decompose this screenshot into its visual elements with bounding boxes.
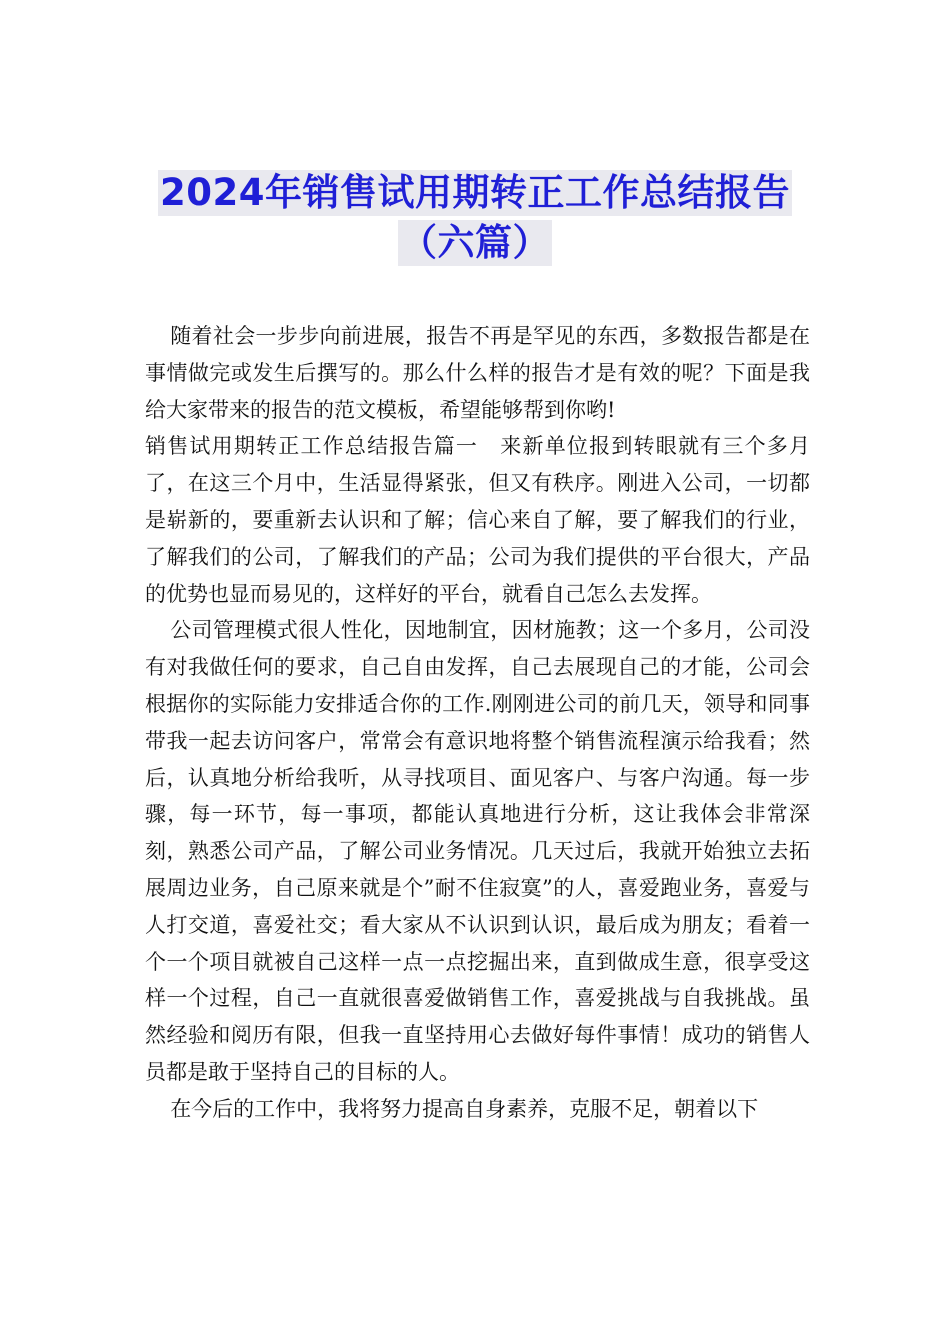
title-line-1: 2024年销售试用期转正工作总结报告 bbox=[160, 171, 790, 214]
paragraph-section-one: 销售试用期转正工作总结报告篇一 来新单位报到转眼就有三个多月了，在这三个月中，生活显得紧张，但又有秩序。刚进入公司，一切都是崭新的，要重新去认识和了解；信心来自了解，要了解我们的行业，了解我们的公司，了解我们的产品；公司为我们提供的平台很大，产品的优势也显而易见的，这样好的平台，就看自己怎么去发挥。 bbox=[145, 434, 810, 606]
paragraph-intro: 随着社会一步步向前进展，报告不再是罕见的东西，多数报告都是在事情做完或发生后撰写的。那么什么样的报告才是有效的呢？下面是我给大家带来的报告的范文模板，希望能够帮到你哟! bbox=[145, 324, 810, 422]
document-title bbox=[0, 170, 950, 266]
paragraph-future: 在今后的工作中，我将努力提高自身素养，克服不足，朝着以下 bbox=[170, 1096, 759, 1121]
document-body bbox=[145, 318, 810, 1128]
paragraph-management: 公司管理模式很人性化，因地制宜，因材施教；这一个多月，公司没有对我做任何的要求，自己自由发挥，自己去展现自己的才能，公司会根据你的实际能力安排适合你的工作.刚刚进公司的前几天，领导和同事带我一起去访问客户，常常会有意识地将整个销售流程演示给我看；然后，认真地分析给我听，从寻找项目、面见客户、与客户沟通。每一步骤，每一环节，每一事项，都能认真地进行分析，这让我体会非常深刻，熟悉公司产品，了解公司业务情况。几天过后，我就开始独立去拓展周边业务，自己原来就是个”耐不住寂寞”的人，喜爱跑业务，喜爱与人打交道，喜爱社交；看大家从不认识到认识，最后成为朋友；看着一个一个项目就被自己这样一点一点挖掘出来，直到做成生意，很享受这样一个过程，自己一直就很喜爱做销售工作，喜爱挑战与自我挑战。虽然经验和阅历有限，但我一直坚持用心去做好每件事情！成功的销售人员都是敢于坚持自己的目标的人。 bbox=[145, 618, 810, 1084]
title-line-2: （六篇） bbox=[400, 221, 550, 264]
